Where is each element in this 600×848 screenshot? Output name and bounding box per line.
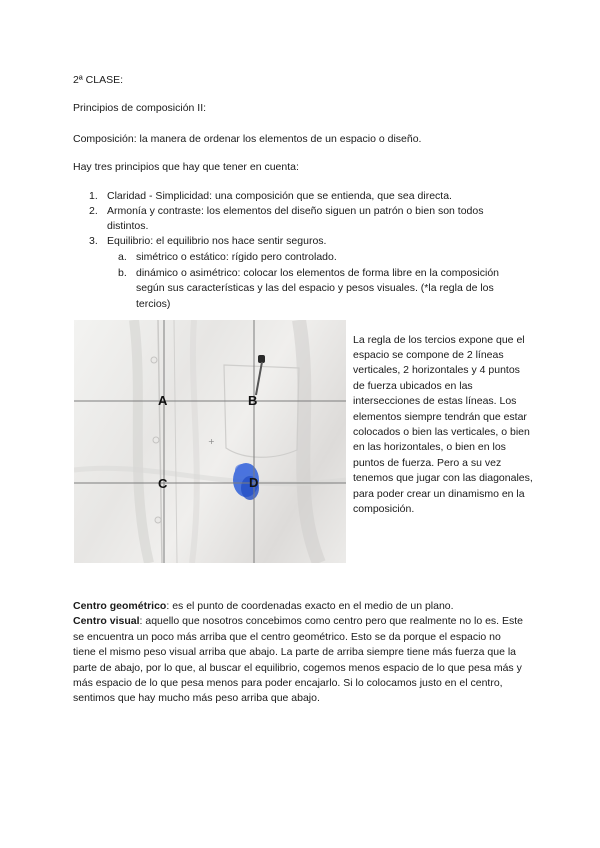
rule-of-thirds-image <box>74 320 346 563</box>
balance-types-list <box>73 250 523 312</box>
composition-definition: Composición: la manera de ordenar los elementos de un espacio o diseño. <box>73 133 422 145</box>
pen-icon <box>258 355 265 363</box>
point-label-c: C <box>158 476 168 491</box>
centers-section <box>73 599 525 707</box>
list-item: 3. Equilibrio: el equilibrio nos hace sentir seguros. a. simétrico o estático: rígido pero controlado. b. dinámico o asimétrico: colocar los elementos de forma libre en la composición según sus características y las del espacio y pesos visuales. (*la regla de los tercios) <box>73 234 523 312</box>
visual-center-item: Centro visual: aquello que nosotros concebimos como centro pero que realmente no lo es. Este se encuentra un poco más arriba que el centro geométrico. Esto se da porque el espacio no tiene el mismo peso visual arriba que abajo. La parte de arriba siempre tiene más fuerza que la parte de abajo, por lo que, al buscar el equilibrio, cogemos menos espacio de lo que pesa más y más espacio de lo que pesa menos para poder encajarlo. Si lo colocamos justo en el centro, sentimos que hay mucho más peso arriba que abajo. <box>73 615 524 705</box>
list-item: b. dinámico o asimétrico: colocar los elementos de forma libre en la composición según sus características y las del espacio y pesos visuales. (*la regla de los tercios) <box>118 266 499 310</box>
principles-list <box>73 189 523 312</box>
list-item: a. simétrico o estático: rígido pero controlado. <box>118 251 337 263</box>
shirt-photo <box>74 320 346 563</box>
rule-of-thirds-description: La regla de los tercios expone que el espacio se compone de 2 líneas verticales, 2 horizontales y 4 puntos de fuerza ubicados en las intersecciones de estas líneas. Los elementos siempre tendrán que estar colocados o bien las verticales, o bien en las horizontales, o bien en los puntos de fuerza. Pero a su vez tenemos que jugar con las diagonales, para poder crear un dinamismo en la composición. <box>353 333 533 515</box>
section-subtitle: Principios de composición II: <box>73 102 207 114</box>
point-label-a: A <box>158 393 168 408</box>
list-item: 2. Armonía y contraste: los elementos del diseño siguen un patrón o bien son todos distintos. <box>89 205 484 232</box>
class-heading: 2ª CLASE: <box>73 74 123 86</box>
principles-intro: Hay tres principios que hay que tener en cuenta: <box>73 161 299 173</box>
svg-text:+: + <box>208 437 215 446</box>
geometric-center-item: Centro geométrico: es el punto de coordenadas exacto en el medio de un plano. <box>73 600 454 612</box>
point-label-d: D <box>249 475 259 490</box>
point-label-b: B <box>248 393 258 408</box>
list-item: 1. Claridad - Simplicidad: una composición que se entienda, que sea directa. <box>89 190 452 202</box>
